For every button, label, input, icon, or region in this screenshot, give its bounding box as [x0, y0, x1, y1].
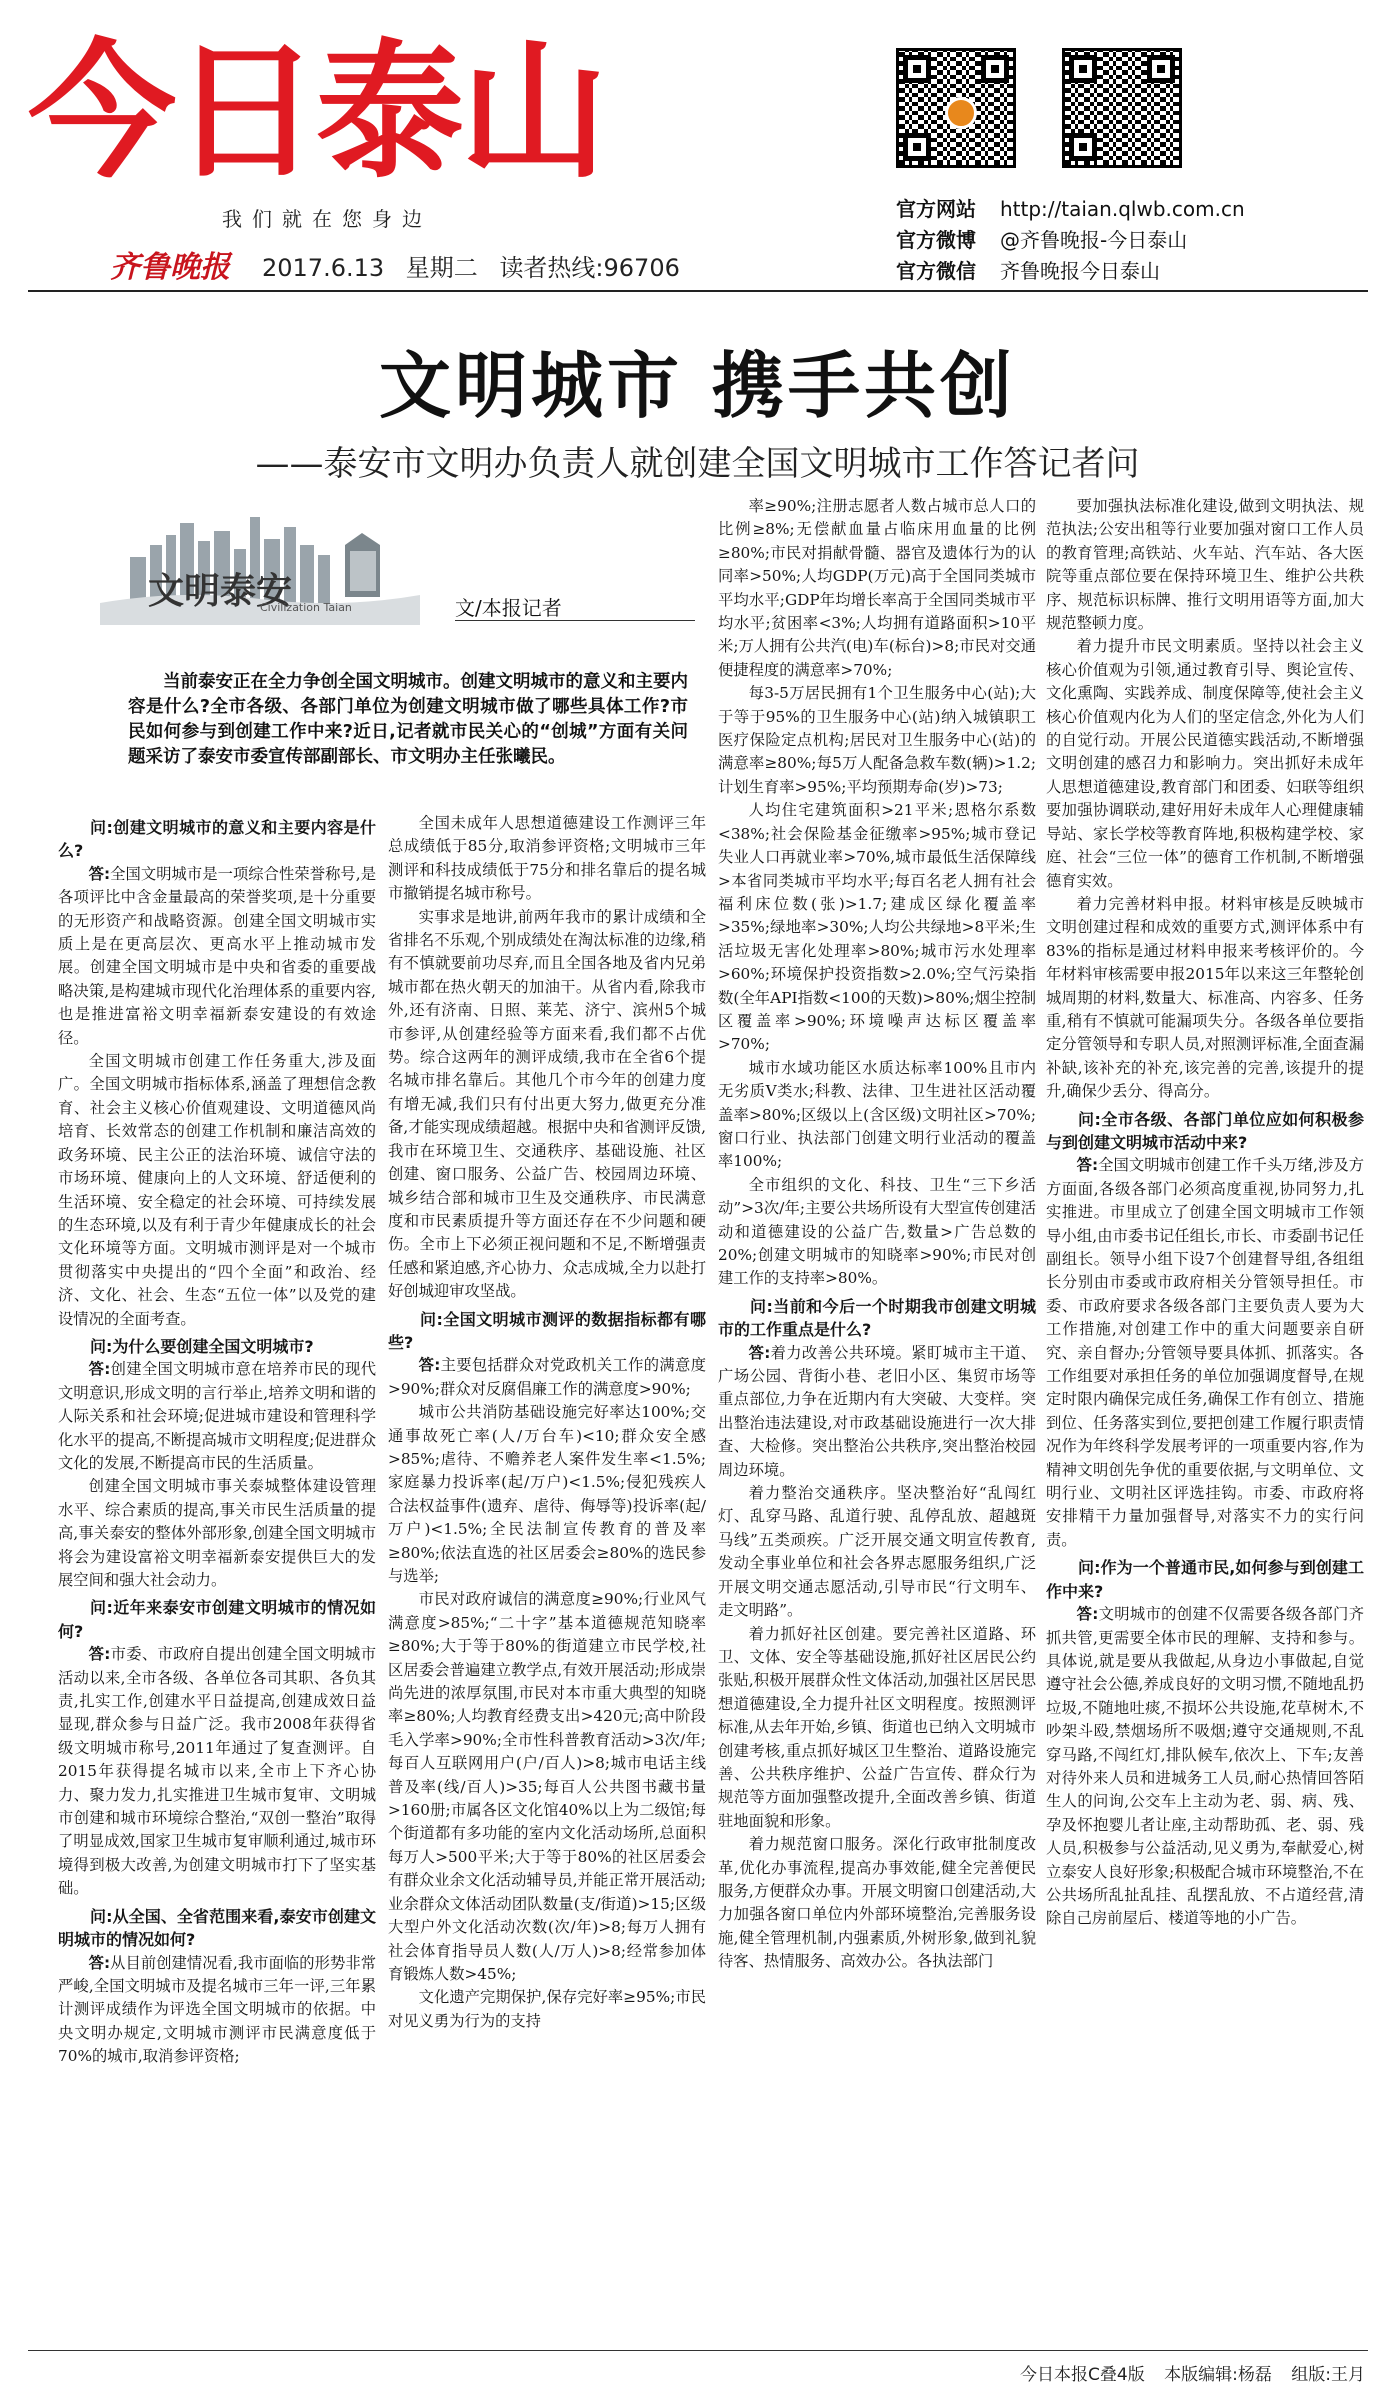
masthead-divider — [28, 290, 1368, 292]
question-heading: 问:全市各级、各部门单位应如何积极参与到创建文明城市活动中来? — [1046, 1109, 1364, 1152]
answer-label: 答: — [418, 1356, 441, 1375]
paragraph-text: 着力整治交通秩序。坚决整治好“乱闯红灯、乱穿马路、乱道行驶、乱停乱放、超越斑马线”五类顽疾。广泛开展交通文明宣传教育,发动全事业单位和社会各界志愿服务组织,广泛开展文明交通志愿活动,引导市民“行文明车、走文明路”。 — [718, 1484, 1036, 1620]
paragraph-text: 实事求是地讲,前两年我市的累计成绩和全省排名不乐观,个别成绩处在淘汰标准的边缘,稍有不慎就要前功尽弃,而且全国各地及省内兄弟城市都在热火朝天的加油干。从省内看,除我市外,还有济南、日照、莱芜、济宁、滨州5个城市参评,从创建经验等方面来看,我们都不占优势。综合这两年的测评成绩,我市在全省6个提名城市排名靠后。其他几个市今年的创建力度有增无减,我们只有付出更大努力,做更充分准备,才能实现成绩超越。根据中央和省测评反馈,我市在环境卫生、交通秩序、基础设施、社区创建、窗口服务、公益广告、校园周边环境、城乡结合部和城市卫生及交通秩序、市民满意度和市民素质提升等方面还存在不少问题和硬伤。全市上下必须正视问题和不足,不断增强责任感和紧迫感,齐心协力、众志成城,全力以赴打好创城迎审攻坚战。 — [388, 907, 706, 1301]
answer-paragraph — [718, 495, 1036, 682]
paragraph-text: 着力完善材料申报。材料审核是反映城市文明创建过程和成效的重要方式,测评体系中有83%的指标是通过材料申报来考核评价的。今年材料审核需要申报2015年以来这三年整轮创城周期的材料,数量大、标准高、内容多、任务重,稍有不慎就可能漏项失分。各级各单位要指定分管领导和专职人员,对照测评标准,全面查漏补缺,该补充的补充,该完善的完善,该提升的提升,确保少丢分、得高分。 — [1046, 894, 1364, 1101]
answer-label: 答: — [748, 1343, 771, 1362]
article-subhead: ——泰安市文明办负责人就创建全国文明城市工作答记者问 — [255, 444, 1140, 484]
paragraph-text: 城市公共消防基础设施完好率达100%;交通事故死亡率(人/万台车)<10;群众安全感>85%;虐待、不赡养老人案件发生率<1.5%;家庭暴力投诉率(起/万户)<1.5%;侵犯残疾人合法权益事件(遗弃、虐待、侮辱等)投诉率(起/万户)<1.5%;全民法制宣传教育的普及率≥80%;依法直选的社区居委会≥80%的选民参与选举; — [388, 1403, 706, 1585]
answer-paragraph — [1046, 635, 1364, 892]
paragraph-text: 人均住宅建筑面积>21平米;恩格尔系数<38%;社会保险基金征缴率>95%;城市登记失业人口再就业率>70%,城市最低生活保障线>本省同类城市平均水平;每百名老人拥有社会福利床位数(张)>1.7;建成区绿化覆盖率>35%;绿地率>30%;人均公共绿地>8平米;生活垃圾无害化处理率>80%;城市污水处理率>60%;环境保护投资指数>2.0%;空气污染指数(全年API指数<100的天数)>80%;烟尘控制区覆盖率>90%;环境噪声达标区覆盖率>70%; — [718, 801, 1036, 1054]
answer-paragraph — [718, 1482, 1036, 1622]
article-column-2 — [388, 812, 706, 2312]
paragraph-text: 文化遗产完期保护,保存完好率≥95%;市民对见义勇为行为的支持 — [388, 1988, 706, 2030]
answer-paragraph — [718, 1342, 1036, 1482]
column-logo-text: 文明泰安 — [148, 571, 293, 612]
answer-paragraph — [718, 1833, 1036, 1973]
answer-paragraph — [1046, 893, 1364, 1104]
answer-paragraph — [388, 812, 706, 906]
paragraph-text: 要加强执法标准化建设,做到文明执法、规范执法;公安出租等行业要加强对窗口工作人员的教育管理;高铁站、火车站、汽车站、各大医院等重点部位要在保持环境卫生、维护公共秩序、规范标识标牌、推行文明用语等方面,加大规范整顿力度。 — [1046, 497, 1364, 633]
paragraph-text: 率≥90%;注册志愿者人数占城市总人口的比例≥8%;无偿献血量占临床用血量的比例≥80%;市民对捐献骨髓、器官及遗体行为的认同率>50%;人均GDP(万元)高于全国同类城市平均水平;GDP年均增长率高于全国同类城市平均水平;贫困率<3%;人均拥有道路面积>10平米;万人拥有公共汽(电)车(标台)>8;市民对交通便捷程度的满意率>70%; — [718, 497, 1036, 679]
paragraph-text: 全市组织的文化、科技、卫生“三下乡活动”>3次/年;主要公共场所设有大型宣传创建活动和道德建设的公益广告,数量>广告总数的20%;创建文明城市的知晓率>90%;市民对创建工作的支持率>80%。 — [718, 1175, 1036, 1288]
answer-label: 答: — [88, 864, 111, 883]
paragraph-text: 全国未成年人思想道德建设工作测评三年总成绩低于85分,取消参评资格;文明城市三年测评和科技成绩低于75分和排名靠后的提名城市撤销提名城市称号。 — [388, 814, 706, 903]
question-heading: 问:当前和今后一个时期我市创建文明城市的工作重点是什么? — [718, 1296, 1036, 1340]
column-logo-subtext: Civilization Taian — [260, 601, 352, 614]
brand-logo-icon — [945, 97, 977, 129]
answer-paragraph — [388, 1588, 706, 1986]
paragraph-text: 着力改善公共环境。紧盯城市主干道、广场公园、背街小巷、老旧小区、集贸市场等重点部位,力争在近期内有大突破、大变样。突出整治违法建设,对市政基础设施进行一次大排查、大检修。突出整治公共秩序,突出整治校园周边环境。 — [718, 1343, 1036, 1479]
answer-paragraph — [388, 1986, 706, 2033]
page-editor: 本版编辑:杨磊 — [1164, 2365, 1272, 2385]
answer-paragraph — [58, 1475, 376, 1592]
question-heading: 问:全国文明城市测评的数据指标都有哪些? — [388, 1309, 706, 1352]
answer-paragraph — [718, 1174, 1036, 1291]
answer-label: 答: — [88, 1360, 111, 1379]
paragraph-text: 市民对政府诚信的满意度≥90%;行业风气满意度>85%;“二十字”基本道德规范知晓率≥80%;大于等于80%的街道建立市民学校,社区居委会普遍建立教学点,有效开展活动;形成崇尚先进的浓厚氛围,市民对本市重大典型的知晓率≥80%;人均教育经费支出>420元;高中阶段毛入学率>90%;全市性科普教育活动>3次/年;每百人互联网用户(户/百人)>8;城市电话主线普及率(线/百人)>35;每百人公共图书藏书量>160册;市属各区文化馆40%以上为二级馆;每个街道都有多功能的室内文化活动场所,总面积每万人>500平米;大于等于80%的社区居委会有群众业余文化活动辅导员,并能正常开展活动;业余群众文体活动团队数量(支/街道)>15;区级大型户外文化活动次数(次/年)>8;每万人拥有社会体育指导员人数(人/万人)>8;经常参加体育锻炼人数>45%; — [388, 1590, 706, 1983]
question-heading: 问:创建文明城市的意义和主要内容是什么? — [58, 818, 376, 861]
answer-paragraph — [58, 863, 376, 1050]
answer-paragraph — [388, 1401, 706, 1588]
paragraph-text: 创建全国文明城市事关泰城整体建设管理水平、综合素质的提高,事关市民生活质量的提高,事关泰安的整体外部形象,创建全国文明城市将会为建设富裕文明幸福新泰安提供巨大的发展空间和强大社会动力。 — [58, 1477, 376, 1589]
page-number: 今日本报C叠4版 — [1020, 2365, 1145, 2385]
answer-label: 答: — [88, 1953, 111, 1972]
paragraph-text: 着力提升市民文明素质。坚持以社会主义核心价值观为引领,通过教育引导、舆论宣传、文化熏陶、实践养成、制度保障等,使社会主义核心价值观内化为人们的坚定信念,外化为人们的自觉行动。开展公民道德实践活动,不断增强文明创建的感召力和影响力。突出抓好未成年人思想道德建设,教育部门和团委、妇联等组织要加强协调联动,建好用好未成年人心理健康辅导站、家长学校等教育阵地,积极构建学校、家庭、社会“三位一体”的德育工作机制,不断增强德育实效。 — [1046, 637, 1364, 890]
answer-paragraph — [718, 682, 1036, 799]
answer-label: 答: — [1076, 1605, 1099, 1624]
answer-paragraph — [58, 1050, 376, 1331]
dateline — [262, 248, 694, 283]
paragraph-text: 全国文明城市是一项综合性荣誉称号,是各项评比中含金量最高的荣誉奖项,是十分重要的无形资产和战略资源。创建全国文明城市实质上是在更高层次、更高水平上推动城市发展。创建全国文明城市是中央和省委的重要战略决策,是构建城市现代化治理体系的重要内容,也是推进富裕文明幸福新泰安建设的有效途径。 — [58, 864, 376, 1047]
official-wechat: 官方微信 齐鲁晚报今日泰山 — [896, 259, 1160, 283]
answer-paragraph — [1046, 1603, 1364, 1931]
paragraph-text: 创建全国文明城市意在培养市民的现代文明意识,形成文明的言行举止,培养文明和谐的人际关系和社会环境;促进城市建设和管理科学化水平的提高,不断提高城市文明程度;促进群众文化的发展,不断提高市民的生活质量。 — [58, 1360, 376, 1472]
byline-underline — [455, 620, 695, 621]
question-heading: 问:为什么要创建全国文明城市? — [90, 1336, 314, 1356]
article-headline: 文明城市 携手共创 — [378, 344, 1017, 428]
question-heading: 问:从全国、全省范围来看,泰安市创建文明城市的情况如何? — [58, 1906, 376, 1950]
paragraph-text: 每3-5万居民拥有1个卫生服务中心(站);大于等于95%的卫生服务中心(站)纳入城镇职工医疗保险定点机构;居民对卫生服务中心(站)的满意率≥80%;每5万人配备急救车数(辆)>1.2;计划生育率>95%;平均预期寿命(岁)>73; — [718, 684, 1036, 796]
paragraph-text: 全国文明城市创建工作任务重大,涉及面广。全国文明城市指标体系,涵盖了理想信念教育、社会主义核心价值观建设、文明道德风尚培育、长效常态的创建工作机制和廉洁高效的政务环境、民主公正的法治环境、诚信守法的市场环境、健康向上的人文环境、舒适便利的生活环境、安全稳定的社会环境、可持续发展的生态环境,以及有利于青少年健康成长的社会文化环境等方面。文明城市测评是对一个城市贯彻落实中央提出的“四个全面”和政治、经济、文化、社会、生态“五位一体”以及党的建设情况的全面考查。 — [58, 1052, 376, 1328]
paper-name: 齐鲁晚报 — [110, 250, 230, 285]
paragraph-text: 从目前创建情况看,我市面临的形势非常严峻,全国文明城市及提名城市三年一评,三年累计测评成绩作为评选全国文明城市的依据。中央文明办规定,文明城市测评市民满意度低于70%的城市,取消参评资格; — [58, 1953, 376, 2066]
question-heading: 问:近年来泰安市创建文明城市的情况如何? — [58, 1598, 376, 1641]
answer-paragraph — [58, 1952, 376, 2069]
answer-label: 答: — [1076, 1156, 1099, 1175]
answer-label: 答: — [88, 1645, 111, 1664]
masthead-slogan: 我们就在您身边 — [222, 207, 432, 231]
question-heading: 问:作为一个普通市民,如何参与到创建工作中来? — [1046, 1558, 1364, 1601]
reader-hotline: 读者热线:96706 — [499, 254, 680, 282]
qr-code-icon — [896, 48, 1016, 168]
official-website: 官方网站 http://taian.qlwb.com.cn — [896, 197, 1245, 221]
page-footer — [1006, 2360, 1365, 2385]
paragraph-text: 着力抓好社区创建。要完善社区道路、环卫、文体、安全等基础设施,抓好社区居民公约张贴,积极开展群众性文体活动,加强社区居民思想道德建设,全力提升社区文明程度。按照测评标准,从去年开始,乡镇、街道也已纳入文明城市创建考核,重点抓好城区卫生整治、道路设施完善、公共秩序维护、公益广告宣传、群众行为规范等方面加强整改提升,全面改善乡镇、街道驻地面貌和形象。 — [718, 1624, 1036, 1830]
answer-paragraph — [58, 1643, 376, 1900]
paragraph-text: 着力规范窗口服务。深化行政审批制度改革,优化办事流程,提高办事效能,健全完善便民服务,方便群众办事。开展文明窗口创建活动,大力加强各窗口单位内外部环境整治,完善服务设施,健全管理机制,内强素质,外树形象,做到礼貌待客、热情服务、高效办公。各执法部门 — [718, 1835, 1036, 1971]
issue-weekday: 星期二 — [405, 254, 478, 282]
article-column-4 — [1046, 495, 1364, 2312]
answer-paragraph — [1046, 1154, 1364, 1552]
paragraph-text: 全国文明城市创建工作千头万绪,涉及方方面面,各级各部门必须高度重视,协同努力,扎实推进。市里成立了创建全国文明城市工作领导小组,由市委书记任组长,市长、市委副书记任副组长。领导小组下设7个创建督导组,各组组长分别由市委或市政府相关分管领导担任。市委、市政府要求各级各部门主要负责人要为大工作措施,对创建工作中的重大问题要亲自研究、亲自督办;分管领导要具体抓、抓落实。各工作组要对承担任务的单位加强调度督导,在规定时限内确保完成任务,确保工作有创立、措施到位、任务落实到位,要把创建工作履行职责情况作为年终科学发展考评的一项重要内容,作为精神文明创先争优的重要依据,与文明单位、文明行业、文明社区评选挂钩。市委、市政府将安排精干力量加强督导,对落实不力的实行问责。 — [1046, 1156, 1364, 1549]
article-column-1 — [58, 812, 376, 2312]
article-column-3 — [718, 495, 1036, 2312]
column-logo — [100, 505, 420, 625]
paragraph-text: 市委、市政府自提出创建全国文明城市活动以来,全市各级、各单位各司其职、各负其责,扎实工作,创建水平日益提高,创建成效日益显现,群众参与日益广泛。我市2008年获得省级文明城市称号,2011年通过了复查测评。自2015年获得提名城市以来,全市上下齐心协力、聚力发力,扎实推进卫生城市复审、文明城市创建和城市环境综合整治,“双创一整治”取得了明显成效,国家卫生城市复审顺利通过,城市环境得到极大改善,为创建文明城市打下了坚实基础。 — [58, 1645, 376, 1898]
answer-paragraph — [388, 906, 706, 1304]
answer-paragraph — [718, 799, 1036, 1056]
official-channels — [896, 194, 1245, 287]
page-layout-credit: 组版:王月 — [1291, 2365, 1365, 2385]
answer-paragraph — [388, 1354, 706, 1401]
answer-paragraph — [1046, 495, 1364, 635]
paragraph-text: 文明城市的创建不仅需要各级各部门齐抓共管,更需要全体市民的理解、支持和参与。具体说,就是要从我做起,从身边小事做起,自觉遵守社会公德,养成良好的文明习惯,不随地乱扔垃圾,不随地吐痰,不损坏公共设施,花草树木,不吵架斗殴,禁烟场所不吸烟;遵守交通规则,不乱穿马路,不闯红灯,排队候车,依次上、下车;友善对待外来人员和进城务工人员,耐心热情回答陌生人的问询,公交车上主动为老、弱、病、残、孕及怀抱婴儿者让座,主动帮助孤、老、弱、残人员,积极参与公益活动,见义勇为,奉献爱心,树立泰安人良好形象;积极配合城市环境整治,不在公共场所乱扯乱挂、乱摆乱放、不占道经营,清除自己房前屋后、楼道等地的小广告。 — [1046, 1605, 1364, 1928]
answer-paragraph — [718, 1057, 1036, 1174]
paragraph-text: 城市水域功能区水质达标率100%且市内无劣质V类水;科教、法律、卫生进社区活动覆盖率>80%;区级以上(含区级)文明社区>70%;窗口行业、执法部门创建文明行业活动的覆盖率100%; — [718, 1058, 1036, 1171]
answer-paragraph — [718, 1623, 1036, 1834]
issue-date: 2017.6.13 — [262, 254, 385, 282]
official-weibo: 官方微博 @齐鲁晚报-今日泰山 — [896, 228, 1188, 252]
masthead-title: 今日泰山 — [28, 26, 604, 198]
paragraph-text: 主要包括群众对党政机关工作的满意度>90%;群众对反腐倡廉工作的满意度>90%; — [388, 1356, 706, 1398]
answer-paragraph — [58, 1358, 376, 1475]
article-lede: 当前泰安正在全力争创全国文明城市。创建文明城市的意义和主要内容是什么?全市各级、各部门单位为创建文明城市做了哪些具体工作?市民如何参与到创建工作中来?近日,记者就市民关心的“创城”方面有关问题采访了泰安市委宣传部副部长、市文明办主任张曦民。 — [128, 672, 688, 767]
website-link[interactable]: http://taian.qlwb.com.cn — [1000, 197, 1245, 221]
byline: 文/本报记者 — [455, 596, 562, 620]
footer-divider — [28, 2350, 1368, 2351]
qr-code-icon — [1062, 48, 1182, 168]
